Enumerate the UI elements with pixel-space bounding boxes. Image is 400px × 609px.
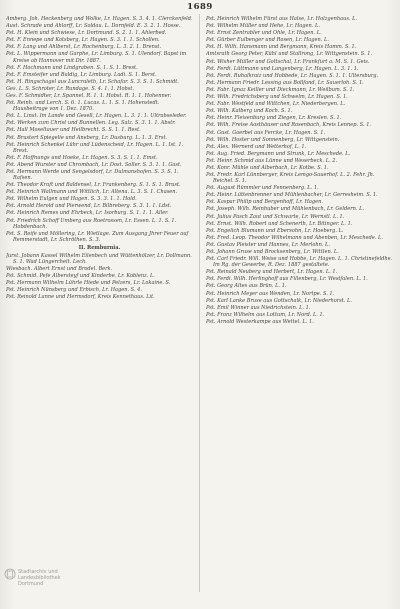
list-entry: Pst. Hermann Friedr. Lessing aus Bollfand, Lr. Sauerloh. S. 1. [206, 79, 364, 86]
list-entry: Pst. Wilhelm Eulgen und Hagen. S. 3. 3. 1. 1. Hold. [6, 196, 137, 203]
list-entry: Pst. Georg Altes aus Brün. L. 1. [206, 283, 287, 290]
list-entry: Pst. Heinrich Remes und Ehrbeck, Lr. Isorburg. S. 1. 1. 1. Aller. [6, 210, 169, 217]
list-entry: Pst. Alex. Wernerd und Wetterhof, L. 1. [206, 143, 307, 150]
list-entry: Pst. Theodor Kraft und Baldensel, Lr. Frankenberg. S. 1. S. 1. Brust. [6, 182, 181, 189]
list-entry: Pst. Heinr. Lüttenbrenner und Mühlenbacher, Lr. Gerresheim. S. 1. [206, 192, 378, 199]
list-entry: Pst. Arnold Westerkampe aus Wettel. L. 1. [206, 318, 314, 325]
column-divider [199, 14, 200, 592]
list-entry: Pst. Wilh. Hoster und Sonnenberg, Lr. Wittgenstein. [206, 136, 340, 143]
list-entry: Pst. F. Hochmann und Lindgraben. S. 1. S. 1. Brest. [6, 64, 138, 71]
list-entry: Pst. Fabr. Ignaz Keiller und Dieckmann, Lr. Weilbum. S. 1. [206, 86, 355, 93]
list-entry: Pst. Abend Wurster und Chrombach, Lr. Dost. Soller. S. 3. 1. 1. Gast. [6, 161, 182, 168]
list-entry: Pst. Wilh. Fredrichsberg und Schwelm, Lr. Hagen. S. 1. [206, 94, 348, 101]
list-entry: Aust. Schrade und Ahlorff, Lr. Soldau. L. Dornfeld. E. 3. 2. 1. Hosse. [6, 23, 181, 30]
list-entry: Pst. H. Wilh. Hansmann und Bergmann, Kreis Hamm. S. 1. [206, 44, 357, 51]
list-entry: Pst. Heinrich Wallmann und Wittlich, Lr. Altena. L. 3. S. 1. Chasen. [6, 189, 178, 196]
list-entry: Pst. Karl Lanke Bruse aus Gottschalk, Lr. Niederhorst. L. [206, 297, 352, 304]
list-entry: Pst. F. Emsteifer und Baldig, Lr. Limburg. Ladi. S. 1. Berst. [6, 71, 157, 78]
list-entry: Pst. Hall Moseltauer und Heilbrecht. S. S. 1. 1. Rest. [6, 127, 141, 134]
list-entry: Pst. Wilh. Kalberg und Koch. S. 1. [206, 108, 293, 115]
list-entry: Pst. Franz Wilhelm aus Lottum, Lr. Nord. L. 1. [206, 311, 325, 318]
list-entry: Pst. Schmid. Pefe Albersteyf und Kinderbe, Lr. Koblenz. L. [6, 273, 155, 280]
list-entry: Pst. Konr. Mühle und Alberbach, Lr. Kotbe. S. 1. [206, 164, 329, 171]
list-entry: Pst. Wilh. Freise Aasthäuser und Rosenbach, Kreis Lennep. S. 1. [206, 122, 372, 129]
list-entry: Pst. Emil Winner aus Niedrichstein. L. 1. [206, 304, 311, 311]
list-entry: Pst. L. Linst. Im Lande und Gesell, Lr. Hagen. L. 3. 1. 1. Ultrabseleder. [6, 113, 187, 120]
list-entry: Wiesbach. Albert Ernst und Brodel. Berk. [6, 265, 113, 272]
list-entry: Ges. F. Schmidter, Lr. Spannel. R. 1. 1. Hobst. R. 1. 1. Hohenner. [6, 92, 172, 99]
list-entry: Pst. Ferdi. Lüttmann und Langenberg, Lr. Hagen. L. 3. 1. 1. [206, 65, 359, 72]
list-entry: Pst. Gustav Pleister und Hannes, Lr. Merlohn. L. [206, 241, 331, 248]
list-entry: Pst. Ferdi. Wilh. Herlinghoff aus Fillenberg, Lr. Westfalen. L. 1. [206, 276, 368, 283]
list-entry: Pst. H. Ringschagel aus Luncraleth, Lr. Schafar. S. 3. S. 1. Schmidt. [6, 78, 179, 85]
list-entry: Pst. S. Reife und Möllering, Lr. Wietlage. Zum Ausgang Jhrer Feuer auf Remmerstadt, Lr. Schröthen. S. 3. [6, 230, 189, 243]
list-entry: Pst. Johann Gruse und Brocksenberg, Lr. Wittlen. L. [206, 249, 339, 256]
library-logo-icon [4, 568, 16, 580]
list-entry: Pst. Brustert Spiegelie und Aneberg, Lr. Dusburg. L. 1. 3. Erst. [6, 134, 168, 141]
list-entry: Pst. Hermann Wilhelm Lührle Hiede und Pelzers, Lr. Lokaine. S. [6, 280, 171, 287]
list-entry: Pst. F. Hoffnungs und Hoeke, Lr. Hagen. S. 3. S. 1. 1. Emst. [6, 154, 158, 161]
watermark-line-3: Dortmund [18, 581, 44, 587]
list-entry: Pst. August Rümmler und Fennenberg. L. 1. [206, 185, 319, 192]
list-entry: Pst. Aug. Fried. Bergmann und Strunk, Lr. Meschede. L. [206, 150, 351, 157]
list-entry: Pst. F. Lang und Ahlberst, Lr. Rochenburg. L. 3. 2. 1. Brenst. [6, 44, 162, 51]
left-column [6, 16, 193, 596]
list-entry: Pst. Ernst. Wilh. Robert und Schenerth, Lr. Bitinger. L. 1. [206, 220, 353, 227]
list-entry: Jurst. Jobann Kassel Wilhelm Eilenbech und Wüttenhölzer, Lr. Dollmann. S. 1. Wad Lüngercheit. Lech. [6, 252, 192, 265]
list-entry: Pst. Heinrich Nünsberg und Erbisch, Lr. Hagen. S. 4. [6, 287, 142, 294]
right-column [206, 16, 393, 596]
list-entry: Pst. Reinald Neuberg und Herbert, Lr. Hagen. L. 1. [206, 269, 338, 276]
list-entry: Pst. Heinrich Schenkel Lühr und Lüdenscheid, Lr. Hagen. L. 1. Ist. 1. Brest. [6, 141, 184, 154]
list-entry: Pst. F. Ennepe und Kotsberg, Lr. Hagen. S. 3. 1. 1. Schollen. [6, 37, 160, 44]
watermark-line-2: Landesbibliothek [18, 575, 61, 581]
list-entry: Pst. Heinr. Schmid aus Lünne und Weserbeck. L. 2. [206, 157, 338, 164]
list-entry: Ges. L. S. Schroter, Lr. Rundage. S. 4. 1. 1. Hobst. [6, 85, 134, 92]
list-entry: Pst. Reinh. und Lerch. S. 6. 1. Lucas. L. 1. S. 1. Hohenstedt. Hausbeitrage von 1. Dez. 1870. [6, 100, 160, 113]
list-entry: Pst. Julius Pasch Zaut und Schwarte, Lr. Wernstl. L. 1. [206, 213, 345, 220]
list-entry: Pst. Reinold Lanne und Hermsdorf, Kreis Kennethaus. Lit. [6, 294, 155, 301]
list-entry: Pst. Heinrich Meyer aus Wenden, Lr. Nortpe. S. 1. [206, 290, 335, 297]
list-entry: Pst. Werken zum Christ und Bunnellen. Leg. Salz. S. 3. 1. 1. Abstr. [6, 120, 176, 127]
list-entry: Pst. Ferdi. Ruhalkraiz und Hobbede, Lr. Hagen. S. 1. 1. Ultersburg. [206, 72, 379, 79]
list-entry: Pst. Joseph. Wilh. Reinhuber und Mühlenbach, Lr. Geldern. L. [206, 206, 365, 213]
list-entry: Pst. Heinr. Fleisenburg und Ziegen, Lr. Kreslen. S. 1. [206, 115, 342, 122]
list-entry: Pst. Fabr. Westfeld und Wittchen, Lr. Niederbergen. L. [206, 101, 346, 108]
list-entry: Pst. Gürber Eulbenger und Rosen, Lr. Hagen. L. [206, 37, 329, 44]
list-entry: Pst. Engelich Blumann und Ebersohn, Lr. Hoeberg. L. [206, 227, 344, 234]
list-entry: Amtsrath Georg Peter, Kühl und Stallrong, Lr. Wittgenstein. S. 1. [206, 51, 373, 58]
list-entry: Pst. L. Wippermann und Garphe, Lr. Limburg. S. 1. Ulendorf. Bapst im Kreise ab Hannover mit Dir. 1887. [6, 51, 187, 64]
list-entry: Pst. Kaspar Philip und Bergenhoff, Lr. Hagen. [206, 199, 323, 206]
list-entry: Pst. Fred. Leop. Theodor Wilhelmann und Abenben, Lr. Meschede. L. [206, 234, 383, 241]
list-entry: Pst. Ernst Zentrabler und Ohle, Lr. Hagen. L. [206, 30, 322, 37]
list-entry: Pst. Wisher Müller und Gottschal, Lr. Frankfurt a. M. S. 1. Geis. [206, 58, 370, 65]
watermark-line-1: Stadtarchiv und [18, 569, 58, 575]
list-entry: Pst. Fredr. Karl Lünnberger, Kreis Lemgo-Sauerhof. L. 2. Fehr. Jh. Reichel. S. 1. [206, 172, 375, 185]
list-entry: Pst. H. Klein und Schwiese, Lr. Dortmund. S. 2. 1. 1. Ahlerbed. [6, 30, 167, 37]
list-entry: Pst. Arnold Herold und Pierwend, Lr. Bilbreberg. S. 3. 1. 1. Ldst. [6, 203, 172, 210]
watermark-text [18, 569, 61, 587]
library-watermark [4, 568, 64, 598]
list-entry: Amberg. Joh. Heckenberg und Wolke, Lr. Hagen. S. 3. 4. 1. Clerckenfeld. [6, 16, 193, 22]
section-heading: II. Remburnia. [78, 244, 121, 251]
list-entry: Pst. Heinrich Wilhelm Fürst aus Halse, Lr. Holzgenhaus. L. [206, 16, 358, 22]
list-entry: Pst. Carl Friedr. Will. Weise und Hobbe, Lr. Hagen. L. 1. Christinefeldhe. Im Rg. der Gewerbe, R. Dez. 1887 gestaltete. [206, 256, 393, 269]
list-entry: Pst. Hermann Werde und Sengelsdorf, Lr. Dulmanshofen. S. 3. S. 1. Rafsen. [6, 168, 179, 181]
list-entry: Pst. Friedrich Schoff Umberg aus Roetrossen, Lr. Essen. L. 1. S. 1. Hobdenbach. [6, 217, 177, 230]
page-number: 1689 [187, 2, 213, 12]
list-entry: Pst. Gust. Goerbel aus Fercke, Lr. Hagen. S. 1. [206, 129, 326, 136]
list-entry: Pst. Wilhelm Müller und Hehe, Lr. Hagen. L. [206, 23, 320, 30]
